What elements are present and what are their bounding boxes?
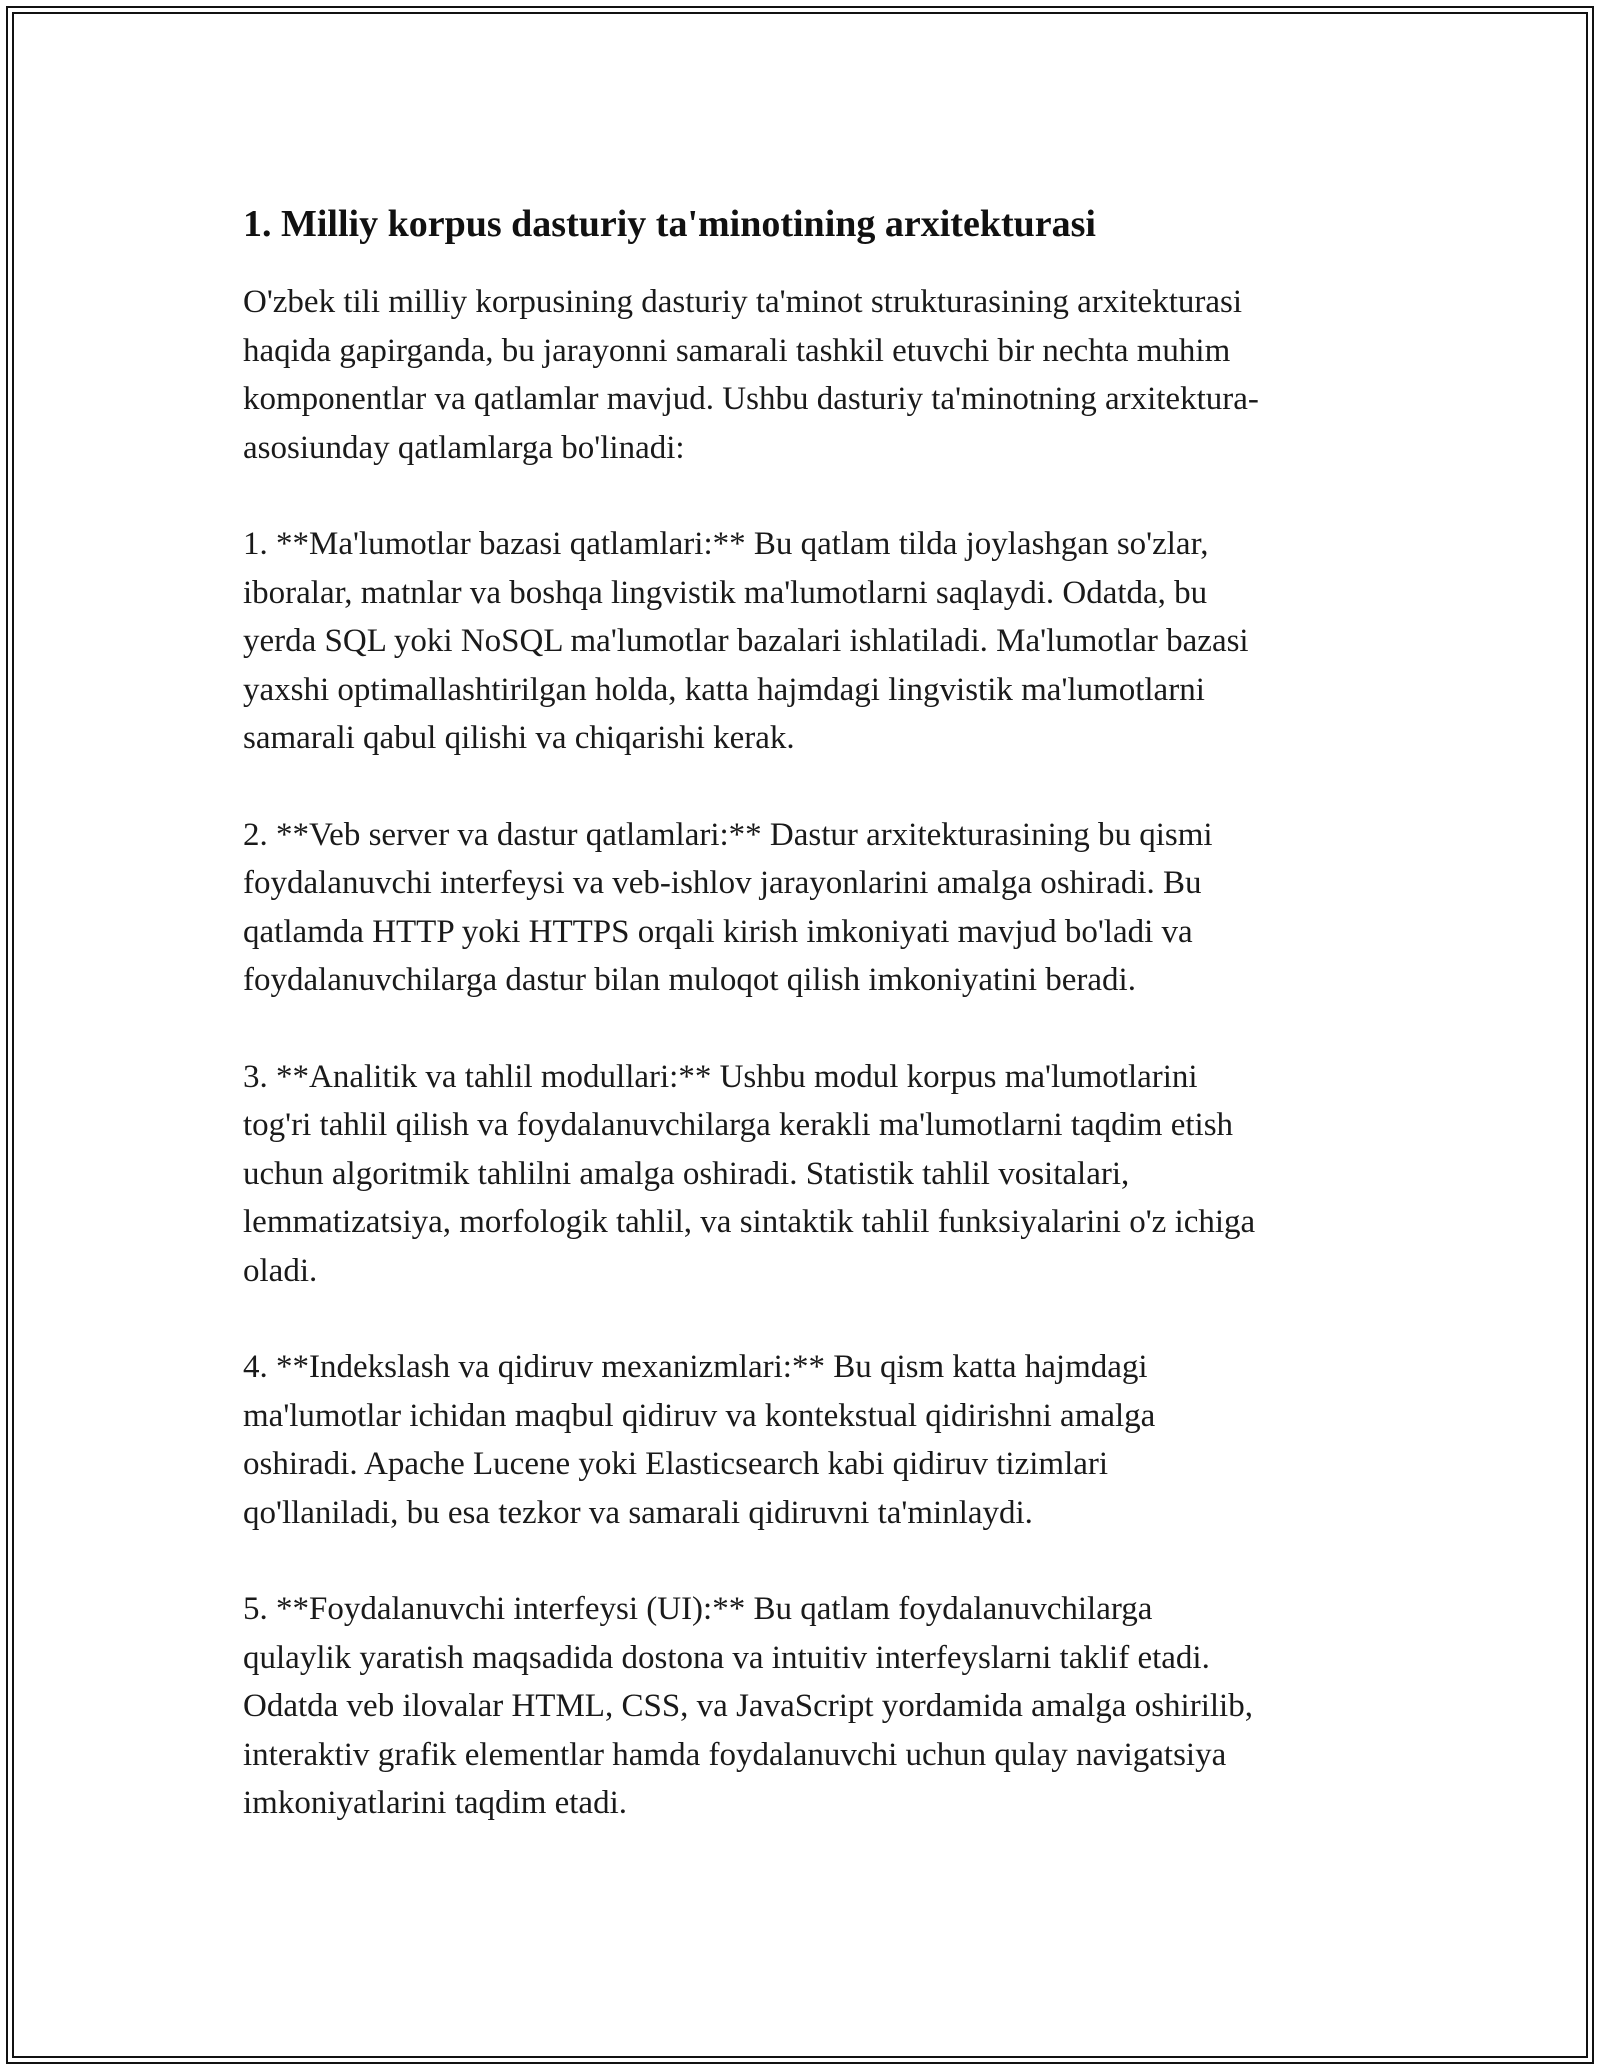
- list-item-user-interface: 5. **Foydalanuvchi interfeysi (UI):** Bu qatlam foydalanuvchilarga qulaylik yaratish maqsadida dostona va intuitiv interfeyslarni taklif etadi. Odatda veb ilovalar HTML, CSS, va JavaScript yordamida amalga oshirilib, interaktiv grafik elementlar hamda foydalanuvchi uchun qulay navigatsiya imkoniyatlarini taqdim etadi.: [243, 1591, 1253, 1821]
- list-item-web-server-layers: 2. **Veb server va dastur qatlamlari:** Dastur arxitekturasining bu qismi foydalanuvchi interfeysi va veb-ishlov jarayonlarini amalga oshiradi. Bu qatlamda HTTP yoki HTTPS orqali kirish imkoniyati mavjud bo'ladi va foydalanuvchilarga dastur bilan muloqot qilish imkoniyatini beradi.: [243, 816, 1213, 998]
- list-item-indexing-search: 4. **Indekslash va qidiruv mexanizmlari:** Bu qism katta hajmdagi ma'lumotlar ichidan maqbul qidiruv va kontekstual qidirishni amalga oshiradi. Apache Lucene yoki Elasticsearch kabi qidiruv tizimlari qo'llaniladi, bu esa tezkor va samarali qidiruvni ta'minlaydi.: [243, 1349, 1156, 1531]
- intro-paragraph: O'zbek tili milliy korpusining dasturiy ta'minot strukturasining arxitekturasi haqida gapirganda, bu jarayonni samarali tashkil etuvchi bir nechta muhim komponentlar va qatlamlar mavjud. Ushbu dasturiy ta'minotning arxitektura- asosiunday qatlamlarga bo'linadi:: [243, 284, 1259, 466]
- section-title: 1. Milliy korpus dasturiy ta'minotining arxitekturasi: [243, 203, 1096, 245]
- page-frame: [6, 6, 1594, 2064]
- document-content: [243, 196, 1403, 1876]
- list-item-database-layers: 1. **Ma'lumotlar bazasi qatlamlari:** Bu qatlam tilda joylashgan so'zlar, iboralar, matnlar va boshqa lingvistik ma'lumotlarni saqlaydi. Odatda, bu yerda SQL yoki NoSQL ma'lumotlar bazalari ishlatiladi. Ma'lumotlar bazasi yaxshi optimallashtirilgan holda, katta hajmdagi lingvistik ma'lumotlarni samarali qabul qilishi va chiqarishi kerak.: [243, 526, 1249, 756]
- list-item-analytics-modules: 3. **Analitik va tahlil modullari:** Ushbu modul korpus ma'lumotlarini tog'ri tahlil qilish va foydalanuvchilarga kerakli ma'lumotlarni taqdim etish uchun algoritmik tahlilni amalga oshiradi. Statistik tahlil vositalari, lemmatizatsiya, morfologik tahlil, va sintaktik tahlil funksiyalarini o'z ichiga oladi.: [243, 1058, 1256, 1289]
